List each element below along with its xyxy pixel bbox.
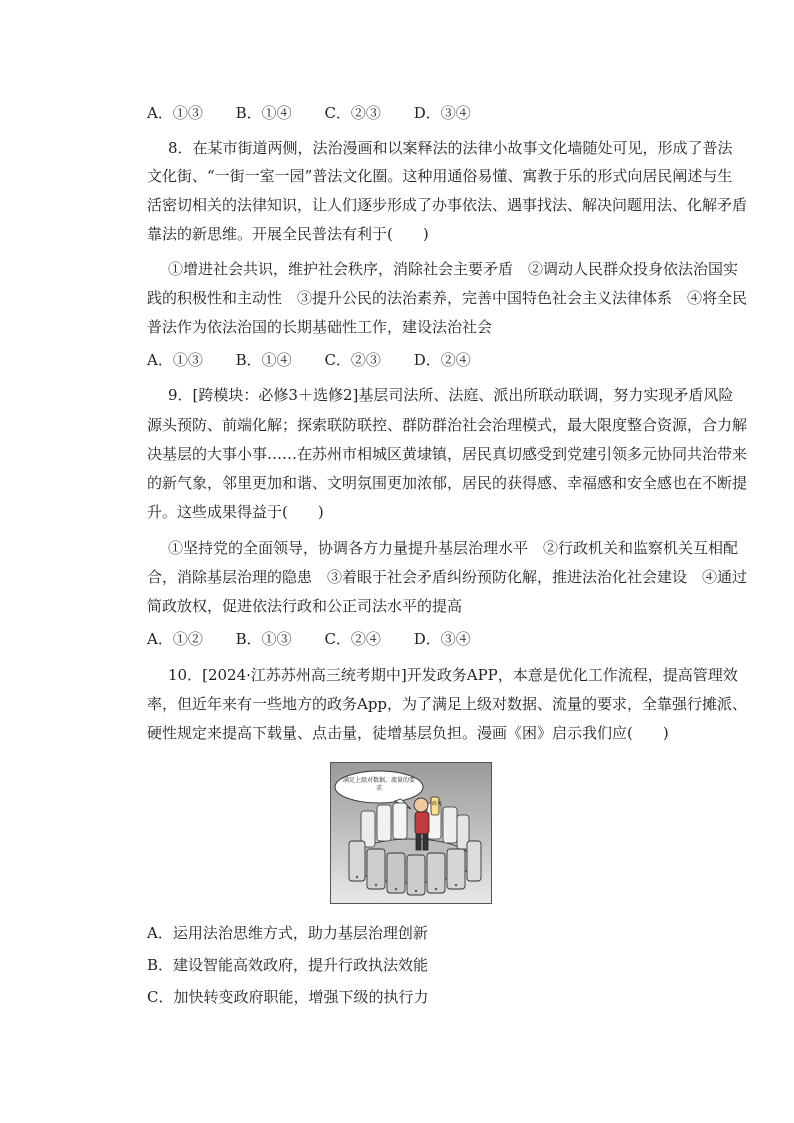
- q9-stem-line-1: 9．[跨模块：必修3＋选修2]基层司法所、法庭、派出所联动联调，努力实现矛盾风险: [168, 386, 734, 404]
- cartoon-caption: 满足上级对数据、流量的要求: [342, 777, 415, 792]
- q10-option-c: C．加快转变政府职能，增强下级的执行力: [147, 988, 429, 1006]
- q8-statement-line-1: ①增进社会共识，维护社会秩序，消除社会主要矛盾 ②调动人民群众投身依法治国实: [168, 260, 739, 278]
- q8-options: [147, 349, 499, 371]
- q9-option-c: C．②④: [324, 630, 381, 648]
- q9-option-b: B．①③: [235, 630, 292, 648]
- q8-stem-line-4: 靠法的新思维。开展全民普法有利于( ): [147, 225, 429, 243]
- q10-stem-line-1: 10．[2024·江苏苏州高三统考期中]开发政务APP，本意是优化工作流程，提高管理效: [168, 666, 738, 684]
- q9-option-d: D．③④: [413, 630, 471, 648]
- q7-option-d: D．③④: [413, 104, 471, 122]
- q7-option-b: B．①④: [235, 104, 292, 122]
- q9-statement-line-2: 合，消除基层治理的隐患 ③着眼于社会矛盾纠纷预防化解，推进法治化社会建设 ④通过: [147, 568, 748, 586]
- cartoon-figure: [330, 762, 492, 904]
- q9-options: [147, 628, 499, 650]
- q10-option-a: A．运用法治思维方式，助力基层治理创新: [147, 924, 428, 942]
- q8-option-c: C．②③: [324, 351, 381, 369]
- q8-option-b: B．①④: [235, 351, 292, 369]
- q9-stem-line-2: 源头预防、前端化解；探索联防联控、群防群治社会治理模式，最大限度整合资源，合力解: [147, 416, 748, 434]
- q7-option-a: A．①③: [147, 104, 203, 122]
- q8-stem-line-3: 活密切相关的法律知识，让人们逐步形成了办事依法、遇事找法、解决问题用法、化解矛盾: [147, 196, 748, 214]
- q8-option-d: D．②④: [413, 351, 471, 369]
- q10-option-b: B．建设智能高效政府，提升行政执法效能: [147, 956, 429, 974]
- cartoon-label: 政务: [432, 801, 443, 807]
- q9-option-a: A．①②: [147, 630, 203, 648]
- q7-options: [147, 102, 499, 124]
- q8-option-a: A．①③: [147, 351, 203, 369]
- q9-stem-line-3: 决基层的大事小事……在苏州市相城区黄埭镇，居民真切感受到党建引领多元协同共治带来: [147, 445, 748, 463]
- q8-statement-line-2: 践的积极性和主动性 ③提升公民的法治素养，完善中国特色社会主义法律体系 ④将全民: [147, 289, 748, 307]
- q9-stem-line-4: 的新气象，邻里更加和谐、文明氛围更加浓郁，居民的获得感、幸福感和安全感也在不断提: [147, 474, 748, 492]
- q10-stem-line-2: 率，但近年来有一些地方的政务App，为了满足上级对数据、流量的要求，全靠强行摊派、: [147, 695, 748, 713]
- q8-stem-line-1: 8．在某市街道两侧，法治漫画和以案释法的法律小故事文化墙随处可见，形成了普法: [168, 139, 733, 157]
- q8-stem-line-2: 文化街、“一街一室一园”普法文化圈。这种用通俗易懂、寓教于乐的形式向居民阐述与生: [147, 167, 733, 185]
- q9-statement-line-1: ①坚持党的全面领导，协调各方力量提升基层治理水平 ②行政机关和监察机关互相配: [168, 539, 739, 557]
- q9-statement-line-3: 简政放权，促进依法行政和公正司法水平的提高: [147, 597, 463, 615]
- q9-stem-line-5: 升。这些成果得益于( ): [147, 503, 324, 521]
- q8-statement-line-3: 普法作为依法治国的长期基础性工作，建设法治社会: [147, 318, 493, 336]
- q7-option-c: C．②③: [324, 104, 381, 122]
- q10-stem-line-3: 硬性规定来提高下载量、点击量，徒增基层负担。漫画《困》启示我们应( ): [147, 724, 669, 742]
